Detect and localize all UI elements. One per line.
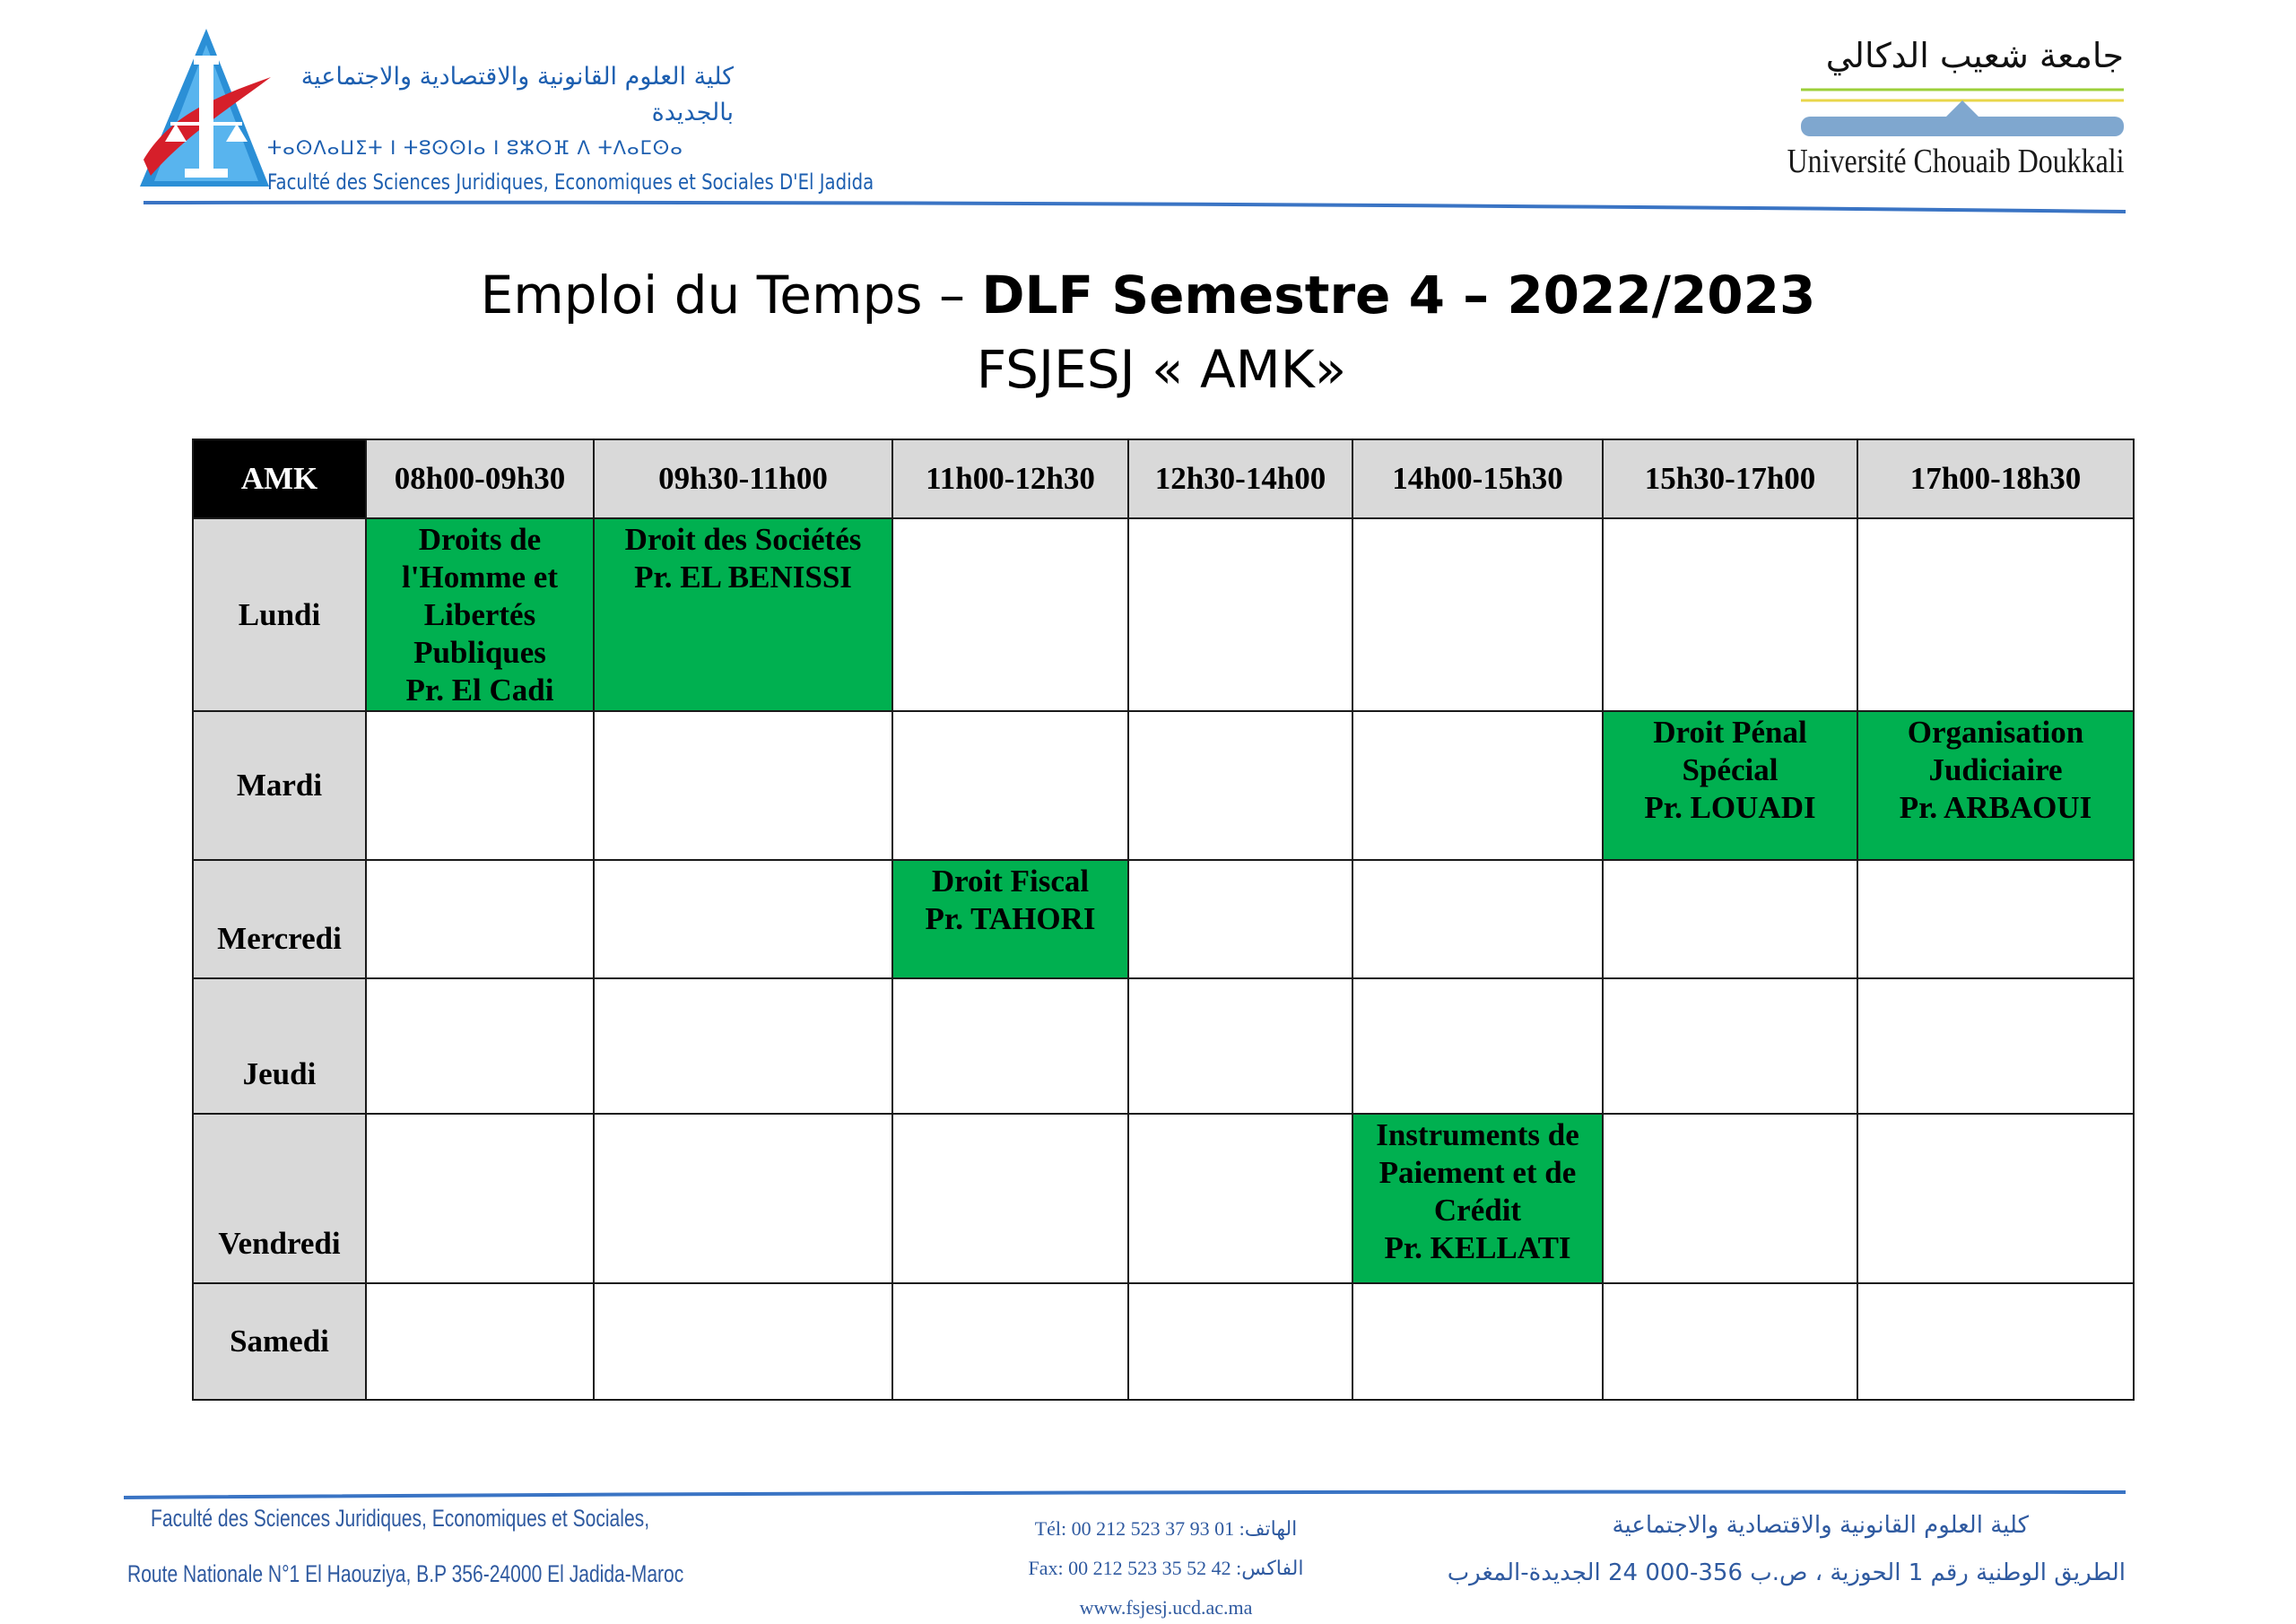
- faculty-name-tifinagh: ⵜⴰⵙⴷⴰⵡⵉⵜ ⵏ ⵜⵓⵙⵙⵏⴰ ⵏ ⵓⵣⵔⴼ ⴷ ⵜⴷⴰⵎⵙⴰ: [267, 137, 683, 159]
- course-line: Publiques: [413, 635, 546, 671]
- row-samedi: [193, 1283, 2134, 1400]
- course-line: Droit Pénal: [1653, 714, 1807, 750]
- empty-cell: [1857, 860, 2134, 977]
- course-line: l'Homme et: [402, 560, 558, 595]
- course-cell-mardi-6: [1603, 711, 1857, 860]
- time-slot-1: 08h00-09h30: [366, 439, 594, 518]
- empty-cell: [1352, 711, 1603, 860]
- footer-address: Route Nationale N°1 El Haouziya, B.P 356-24000 El Jadida-Maroc: [127, 1560, 684, 1587]
- row-mardi: [193, 711, 2134, 860]
- empty-cell: [892, 1283, 1128, 1400]
- footer-divider: [124, 1489, 2126, 1499]
- empty-cell: [892, 978, 1128, 1114]
- empty-cell: [366, 978, 594, 1114]
- row-mercredi: [193, 860, 2134, 977]
- university-emblem-icon: [1801, 84, 2124, 140]
- empty-cell: [1603, 860, 1857, 977]
- day-lundi: Lundi: [193, 518, 366, 711]
- row-jeudi: [193, 978, 2134, 1114]
- university-name-arabic: جامعة شعيب الدكالي: [1825, 36, 2124, 75]
- empty-cell: [1603, 1114, 1857, 1283]
- page-subtitle: FSJESJ « AMK»: [976, 339, 1347, 400]
- course-line: Judiciaire: [1928, 751, 2063, 787]
- empty-cell: [594, 860, 892, 977]
- empty-cell: [892, 711, 1128, 860]
- empty-cell: [1128, 711, 1352, 860]
- day-vendredi: Vendredi: [193, 1114, 366, 1283]
- footer-address-arabic: [1447, 1503, 2126, 1598]
- empty-cell: [1128, 518, 1352, 711]
- course-professor: Pr. KELLATI: [1384, 1230, 1571, 1266]
- university-logo: [1785, 32, 2144, 194]
- empty-cell: [1857, 518, 2134, 711]
- footer-website-link[interactable]: www.fsjesj.ucd.ac.ma: [1079, 1596, 1253, 1619]
- empty-cell: [594, 1114, 892, 1283]
- day-jeudi: Jeudi: [193, 978, 366, 1114]
- footer-fax: Fax: 00 212 523 35 52 42 :الفاكس: [1028, 1557, 1304, 1579]
- footer-address-arabic-line: الطريق الوطنية رقم 1 الحوزية ، ص.ب 356-000 24 الجديدة-المغرب: [1447, 1559, 2126, 1586]
- time-slot-4: 12h30-14h00: [1128, 439, 1352, 518]
- course-professor: Pr. El Cadi: [405, 673, 554, 708]
- course-professor: Pr. TAHORI: [925, 901, 1096, 937]
- university-name-french: Université Chouaib Doukkali: [1787, 143, 2124, 180]
- course-cell-mardi-7: [1857, 711, 2134, 860]
- header-divider: [144, 199, 2126, 213]
- time-slot-2: 09h30-11h00: [594, 439, 892, 518]
- time-slot-3: 11h00-12h30: [892, 439, 1128, 518]
- day-mardi: Mardi: [193, 711, 366, 860]
- corner-cell: AMK: [193, 439, 366, 518]
- title-program: DLF Semestre 4 – 2022/2023: [981, 265, 1816, 326]
- empty-cell: [594, 1283, 892, 1400]
- course-cell-lundi-1: [366, 518, 594, 711]
- time-slot-5: 14h00-15h30: [1352, 439, 1603, 518]
- course-professor: Pr. ARBAOUI: [1899, 789, 2092, 825]
- time-slot-6: 15h30-17h00: [1603, 439, 1857, 518]
- empty-cell: [594, 978, 892, 1114]
- empty-cell: [1128, 860, 1352, 977]
- course-line: Libertés: [423, 597, 536, 633]
- empty-cell: [1352, 518, 1603, 711]
- course-line: Droits de: [418, 522, 542, 558]
- course-cell-mercredi-3: [892, 860, 1128, 977]
- empty-cell: [1603, 518, 1857, 711]
- row-vendredi: [193, 1114, 2134, 1283]
- footer-phone: Tél: 00 212 523 37 93 01 :الهاتف: [1034, 1517, 1298, 1540]
- empty-cell: [366, 1283, 594, 1400]
- course-line: Instruments de: [1376, 1117, 1579, 1153]
- empty-cell: [1128, 1283, 1352, 1400]
- footer-contact: [987, 1509, 1345, 1624]
- empty-cell: [1857, 978, 2134, 1114]
- footer-faculty-name-arabic: كلية العلوم القانونية والاقتصادية والاجتماعية: [1612, 1512, 2029, 1539]
- course-line: Spécial: [1682, 751, 1779, 787]
- course-cell-lundi-2: [594, 518, 892, 711]
- empty-cell: [1857, 1283, 2134, 1400]
- faculty-name-block: [267, 59, 874, 199]
- empty-cell: [1128, 1114, 1352, 1283]
- empty-cell: [892, 1114, 1128, 1283]
- empty-cell: [1352, 978, 1603, 1114]
- course-line: Droit des Sociétés: [624, 522, 862, 558]
- empty-cell: [1603, 1283, 1857, 1400]
- header-row: [193, 439, 2134, 518]
- row-lundi: [193, 518, 2134, 711]
- empty-cell: [1352, 1283, 1603, 1400]
- course-cell-vendredi-5: [1352, 1114, 1603, 1283]
- title-prefix: Emploi du Temps –: [480, 265, 982, 326]
- course-line: Crédit: [1433, 1193, 1522, 1229]
- empty-cell: [1352, 860, 1603, 977]
- time-slot-7: 17h00-18h30: [1857, 439, 2134, 518]
- course-line: Organisation: [1907, 714, 2084, 750]
- course-line: Paiement et de: [1378, 1155, 1577, 1191]
- page-title: [0, 262, 2296, 328]
- empty-cell: [366, 711, 594, 860]
- empty-cell: [1603, 978, 1857, 1114]
- course-professor: Pr. EL BENISSI: [634, 560, 852, 595]
- course-professor: Pr. LOUADI: [1644, 789, 1816, 825]
- faculty-logo-icon: [135, 25, 278, 194]
- day-mercredi: Mercredi: [193, 860, 366, 977]
- day-samedi: Samedi: [193, 1283, 366, 1400]
- empty-cell: [366, 860, 594, 977]
- faculty-name-french: Faculté des Sciences Juridiques, Economiques et Sociales D'El Jadida: [267, 169, 874, 195]
- empty-cell: [1857, 1114, 2134, 1283]
- empty-cell: [1128, 978, 1352, 1114]
- faculty-name-arabic: كلية العلوم القانونية والاقتصادية والاجتماعية بالجديدة: [300, 63, 734, 126]
- course-line: Droit Fiscal: [931, 864, 1090, 899]
- footer-faculty-name: Faculté des Sciences Juridiques, Economiques et Sociales,: [151, 1505, 650, 1532]
- empty-cell: [366, 1114, 594, 1283]
- empty-cell: [892, 518, 1128, 711]
- empty-cell: [594, 711, 892, 860]
- timetable: [192, 439, 2135, 1401]
